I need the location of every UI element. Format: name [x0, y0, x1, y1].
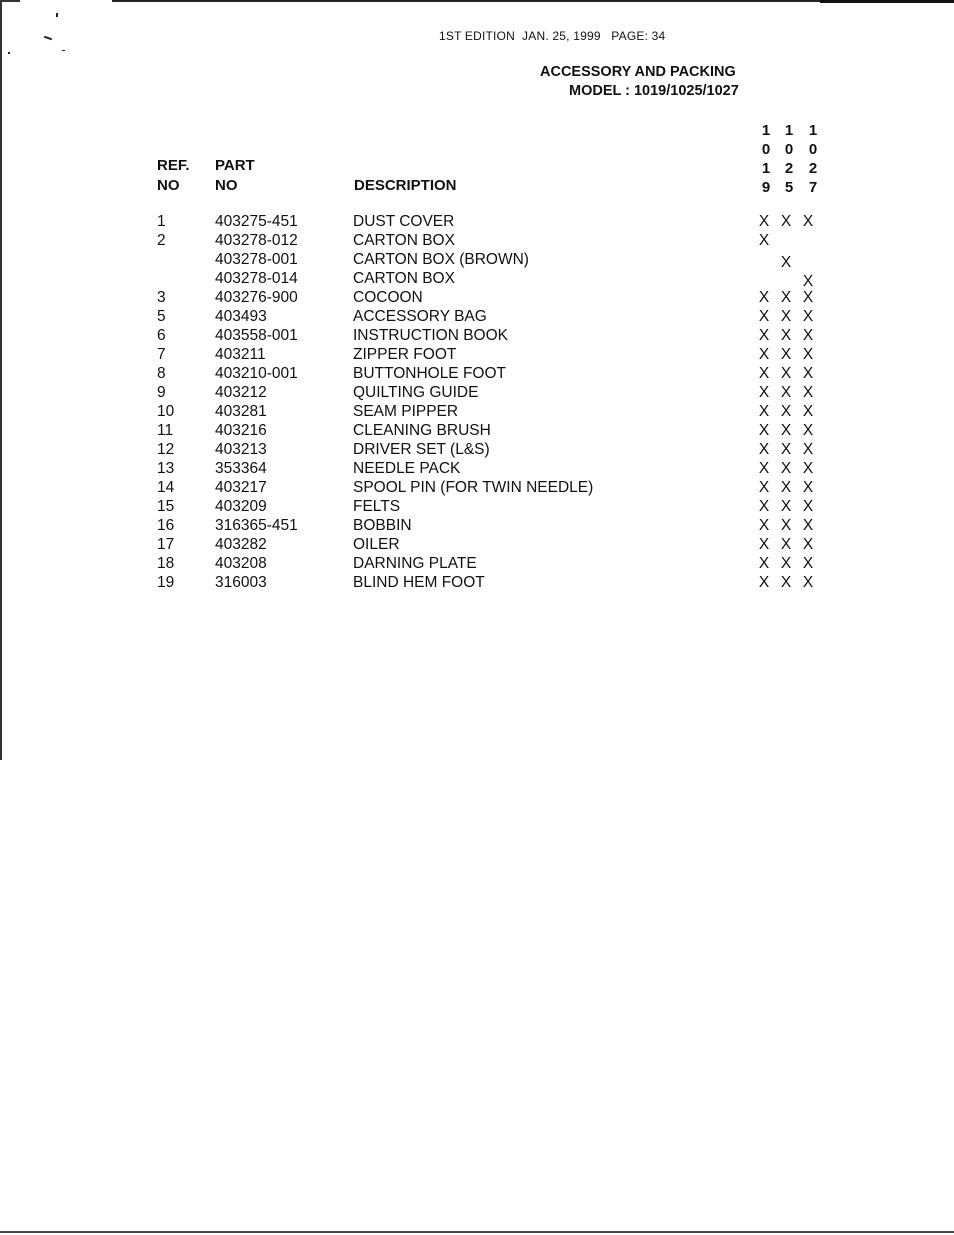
table-row: [0, 517, 954, 536]
table-row: [0, 536, 954, 555]
part-number-cell: 403281: [215, 403, 267, 420]
model-1019-mark: X: [758, 422, 770, 439]
model-header-digit: 5: [784, 179, 794, 196]
ref-cell: 11: [157, 422, 174, 439]
ref-cell: 16: [157, 517, 175, 534]
model-1025-mark: X: [780, 422, 792, 439]
part-number-cell: 403212: [215, 384, 267, 401]
model-1027-mark: X: [802, 441, 814, 458]
description-cell: SEAM PIPPER: [353, 403, 459, 420]
model-1027-mark: X: [802, 365, 814, 382]
table-row: [0, 422, 954, 441]
ref-cell: 6: [157, 327, 166, 344]
model-1025-mark: X: [780, 574, 792, 591]
model-header-digit: 1: [808, 122, 818, 139]
model-1027-mark: X: [802, 273, 814, 290]
model-1025-mark: X: [780, 536, 792, 553]
model-line: MODEL : 1019/1025/1027: [569, 83, 739, 99]
model-1027-mark: X: [802, 555, 814, 572]
table-row: [0, 365, 954, 384]
ref-cell: 13: [157, 460, 175, 477]
part-number-cell: 403209: [215, 498, 267, 515]
model-1019-mark: X: [758, 460, 770, 477]
part-number-cell: 403276-900: [215, 289, 298, 306]
description-cell: BLIND HEM FOOT: [353, 574, 485, 591]
model-1027-mark: X: [802, 574, 814, 591]
description-cell: CLEANING BRUSH: [353, 422, 491, 439]
table-row: [0, 308, 954, 327]
table-row: [0, 346, 954, 365]
table-row: [0, 498, 954, 517]
description-cell: NEEDLE PACK: [353, 460, 461, 477]
ref-header-line2: NO: [157, 177, 180, 194]
description-cell: BOBBIN: [353, 517, 412, 534]
scan-border-bottom: [0, 1231, 954, 1233]
part-number-cell: 403216: [215, 422, 267, 439]
model-1019-mark: X: [758, 574, 770, 591]
model-1019-mark: X: [758, 498, 770, 515]
ref-cell: 5: [157, 308, 166, 325]
model-header-digit: 7: [808, 179, 818, 196]
table-row: [0, 460, 954, 479]
description-cell: ACCESSORY BAG: [353, 308, 487, 325]
model-header-digit: 2: [808, 160, 818, 177]
model-header-1019: [759, 121, 773, 197]
model-1019-mark: X: [758, 308, 770, 325]
model-1027-mark: X: [802, 308, 814, 325]
model-1025-mark: X: [780, 498, 792, 515]
ref-cell: 19: [157, 574, 175, 591]
table-row: [0, 232, 954, 251]
part-header-line1: PART: [215, 157, 255, 174]
description-cell: CARTON BOX: [353, 270, 455, 287]
part-number-cell: 403278-014: [215, 270, 298, 287]
model-header-digit: 1: [761, 122, 771, 139]
scan-border-top-heavy: [820, 0, 954, 3]
table-row: [0, 289, 954, 308]
model-1025-mark: X: [780, 517, 792, 534]
model-1019-mark: X: [758, 555, 770, 572]
model-1019-mark: X: [758, 441, 770, 458]
part-number-cell: 403558-001: [215, 327, 298, 344]
ref-cell: 2: [157, 232, 166, 249]
model-1027-mark: X: [802, 346, 814, 363]
model-1025-mark: X: [780, 365, 792, 382]
model-1027-mark: X: [802, 289, 814, 306]
model-1025-mark: X: [780, 254, 792, 271]
model-1027-mark: X: [802, 460, 814, 477]
model-1027-mark: X: [802, 498, 814, 515]
ref-cell: 12: [157, 441, 175, 458]
part-number-cell: 403208: [215, 555, 267, 572]
part-number-cell: 403278-001: [215, 251, 298, 268]
description-cell: SPOOL PIN (FOR TWIN NEEDLE): [353, 479, 594, 496]
part-number-cell: 403493: [215, 308, 267, 325]
model-1027-mark: X: [802, 536, 814, 553]
model-header-digit: 0: [808, 141, 818, 158]
description-cell: CARTON BOX (BROWN): [353, 251, 529, 268]
model-1025-mark: X: [780, 441, 792, 458]
model-1019-mark: X: [758, 289, 770, 306]
model-header-1027: [806, 121, 820, 197]
model-1027-mark: X: [802, 327, 814, 344]
model-1025-mark: X: [780, 346, 792, 363]
ref-cell: 14: [157, 479, 175, 496]
table-row: [0, 384, 954, 403]
ref-cell: 1: [157, 213, 166, 230]
part-header-line2: NO: [215, 177, 238, 194]
model-1027-mark: X: [802, 517, 814, 534]
model-1019-mark: X: [758, 365, 770, 382]
description-cell: INSTRUCTION BOOK: [353, 327, 509, 344]
model-1019-mark: X: [758, 517, 770, 534]
description-cell: DRIVER SET (L&S): [353, 441, 490, 458]
scan-corner-mark: [0, 0, 20, 2]
model-1027-mark: X: [802, 403, 814, 420]
description-cell: COCOON: [353, 289, 423, 306]
scan-speck: [62, 50, 65, 51]
model-1019-mark: X: [758, 403, 770, 420]
part-number-cell: 403282: [215, 536, 267, 553]
ref-cell: 18: [157, 555, 175, 572]
model-1019-mark: X: [758, 213, 770, 230]
model-1025-mark: X: [780, 213, 792, 230]
part-number-cell: 316003: [215, 574, 267, 591]
description-cell: QUILTING GUIDE: [353, 384, 479, 401]
table-row: [0, 270, 954, 289]
table-row: [0, 479, 954, 498]
model-1027-mark: X: [802, 213, 814, 230]
part-number-cell: 403278-012: [215, 232, 298, 249]
model-header-digit: 1: [784, 122, 794, 139]
part-number-cell: 403211: [215, 346, 266, 363]
model-1025-mark: X: [780, 403, 792, 420]
scan-speck: [44, 36, 52, 41]
description-cell: ZIPPER FOOT: [353, 346, 457, 363]
table-row: [0, 403, 954, 422]
table-row: [0, 574, 954, 593]
ref-cell: 8: [157, 365, 166, 382]
model-1019-mark: X: [758, 479, 770, 496]
ref-cell: 10: [157, 403, 175, 420]
scan-speck: [56, 13, 58, 17]
description-cell: BUTTONHOLE FOOT: [353, 365, 507, 382]
model-1027-mark: X: [802, 384, 814, 401]
part-number-cell: 403275-451: [215, 213, 298, 230]
ref-header-line1: REF.: [157, 157, 190, 174]
model-1025-mark: X: [780, 555, 792, 572]
edition-line: 1ST EDITION JAN. 25, 1999 PAGE: 34: [439, 29, 666, 43]
model-header-digit: 1: [761, 160, 771, 177]
model-1019-mark: X: [758, 536, 770, 553]
description-cell: CARTON BOX: [353, 232, 455, 249]
model-1027-mark: X: [802, 479, 814, 496]
table-row: [0, 327, 954, 346]
ref-cell: 15: [157, 498, 175, 515]
part-number-cell: 403213: [215, 441, 267, 458]
part-number-cell: 353364: [215, 460, 267, 477]
model-1025-mark: X: [780, 460, 792, 477]
model-header-digit: 0: [761, 141, 771, 158]
model-1025-mark: X: [780, 479, 792, 496]
description-cell: DUST COVER: [353, 213, 455, 230]
ref-cell: 3: [157, 289, 166, 306]
table-row: [0, 555, 954, 574]
model-1027-mark: X: [802, 422, 814, 439]
part-number-cell: 316365-451: [215, 517, 298, 534]
model-1019-mark: X: [758, 327, 770, 344]
description-header: DESCRIPTION: [354, 177, 457, 194]
ref-cell: 9: [157, 384, 166, 401]
model-header-digit: 0: [784, 141, 794, 158]
description-cell: OILER: [353, 536, 400, 553]
model-1025-mark: X: [780, 384, 792, 401]
model-1019-mark: X: [758, 232, 770, 249]
model-1025-mark: X: [780, 289, 792, 306]
model-1019-mark: X: [758, 346, 770, 363]
part-number-cell: 403217: [215, 479, 267, 496]
ref-cell: 7: [157, 346, 166, 363]
model-1025-mark: X: [780, 308, 792, 325]
model-header-digit: 9: [761, 179, 771, 196]
model-header-digit: 2: [784, 160, 794, 177]
table-row: [0, 251, 954, 270]
part-number-cell: 403210-001: [215, 365, 298, 382]
scan-speck: [8, 52, 10, 54]
model-1019-mark: X: [758, 384, 770, 401]
model-1025-mark: X: [780, 327, 792, 344]
ref-cell: 17: [157, 536, 175, 553]
table-row: [0, 213, 954, 232]
model-header-1025: [782, 121, 796, 197]
description-cell: DARNING PLATE: [353, 555, 477, 572]
page-title: ACCESSORY AND PACKING: [540, 64, 736, 80]
description-cell: FELTS: [353, 498, 401, 515]
table-row: [0, 441, 954, 460]
